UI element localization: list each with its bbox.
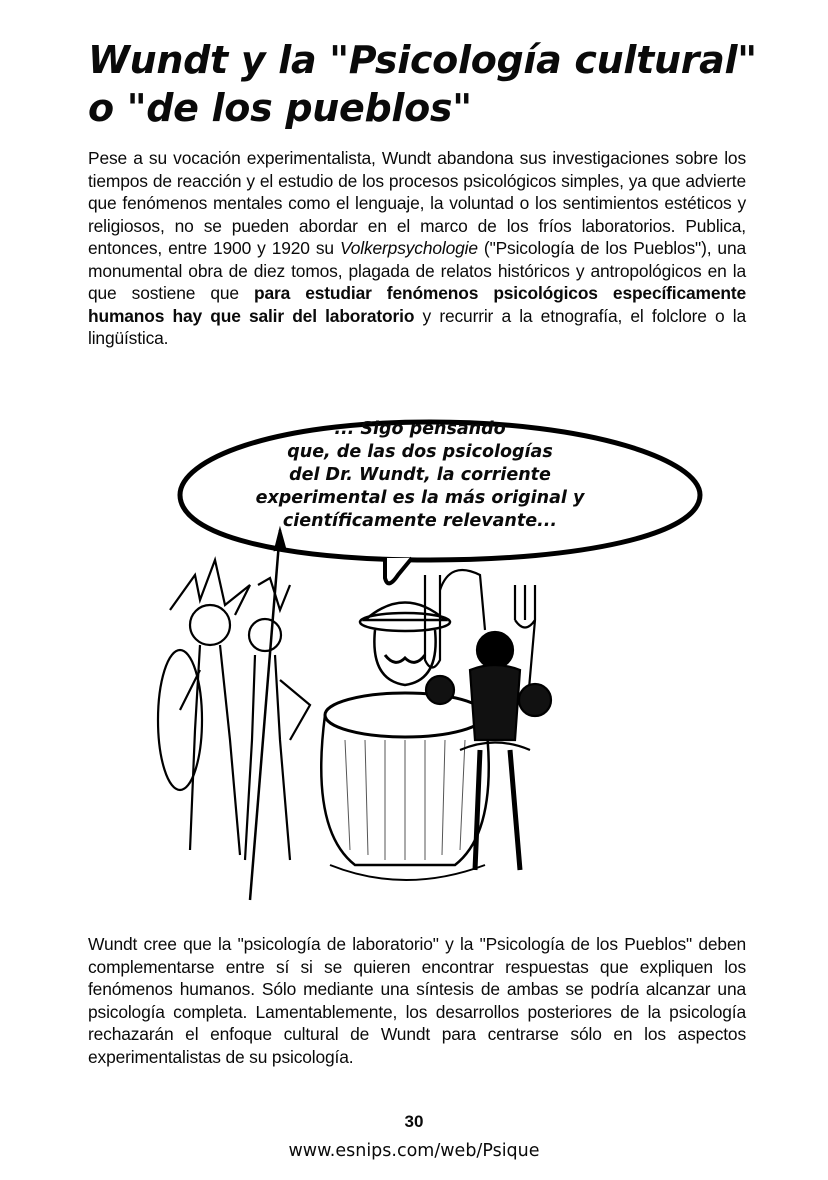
bubble-line: científicamente relevante...: [282, 511, 558, 531]
page-title: [88, 36, 768, 132]
conclusion-paragraph: Wundt cree que la "psicología de laboratorio" y la "Psicología de los Pueblos" deben complementarse entre sí si se quieren encontrar respuestas que expliquen los fenómenos humanos. Sólo mediante una síntesis de ambas se podría alcanzar una psicología completa. Lamentablemente, los desarrollos posteriores de la psicología rechazarán el enfoque cultural de Wundt para centrarse sólo en los aspectos experimentalistas de su psicología.: [88, 934, 746, 1067]
book-title: Volkerpsychologie: [339, 238, 478, 258]
bubble-line: del Dr. Wundt, la corriente: [289, 465, 551, 485]
footer-url: www.esnips.com/web/Psique: [288, 1141, 540, 1161]
speech-bubble-text: [220, 418, 620, 533]
cauldron-icon: [321, 603, 489, 881]
paragraph-text: Pese a su vocación experimentalista, Wundt abandona sus investigaciones sobre los tiempos de reacción y el estudio de los procesos psicológicos simples, ya que advierte que fenómenos mentales como el lenguaje, la voluntad o los sentimientos estéticos y religiosos, no se pueden abordar en el marco de los fríos laboratorios. Publica, entonces, entre 1900 y 1920 su: [88, 148, 746, 258]
title-line-2: o "de los pueblos": [88, 86, 472, 130]
figure-with-utensils-icon: [425, 570, 551, 870]
bubble-line: ... Sigo pensando: [334, 419, 506, 439]
paragraph-text: y recurrir a la etnografía, el folclore o la lingüística.: [88, 305, 746, 348]
bubble-line: que, de las dos psicologías: [287, 442, 553, 462]
page-number: 30: [404, 1112, 424, 1131]
bubble-line: experimental es la más original y: [255, 488, 585, 508]
intro-paragraph: [88, 147, 746, 350]
tribal-figures-icon: [158, 530, 310, 900]
title-line-1: Wundt y la "Psicología cultural": [88, 38, 757, 82]
paragraph-text: ("Psicología de los Pueblos"), una monumental obra de diez tomos, plagada de relatos históricos y antropológicos en la que sostiene que: [88, 238, 746, 303]
emphasized-text: para estudiar fenómenos psicológicos específicamente humanos hay que salir del laboratorio: [88, 283, 746, 326]
